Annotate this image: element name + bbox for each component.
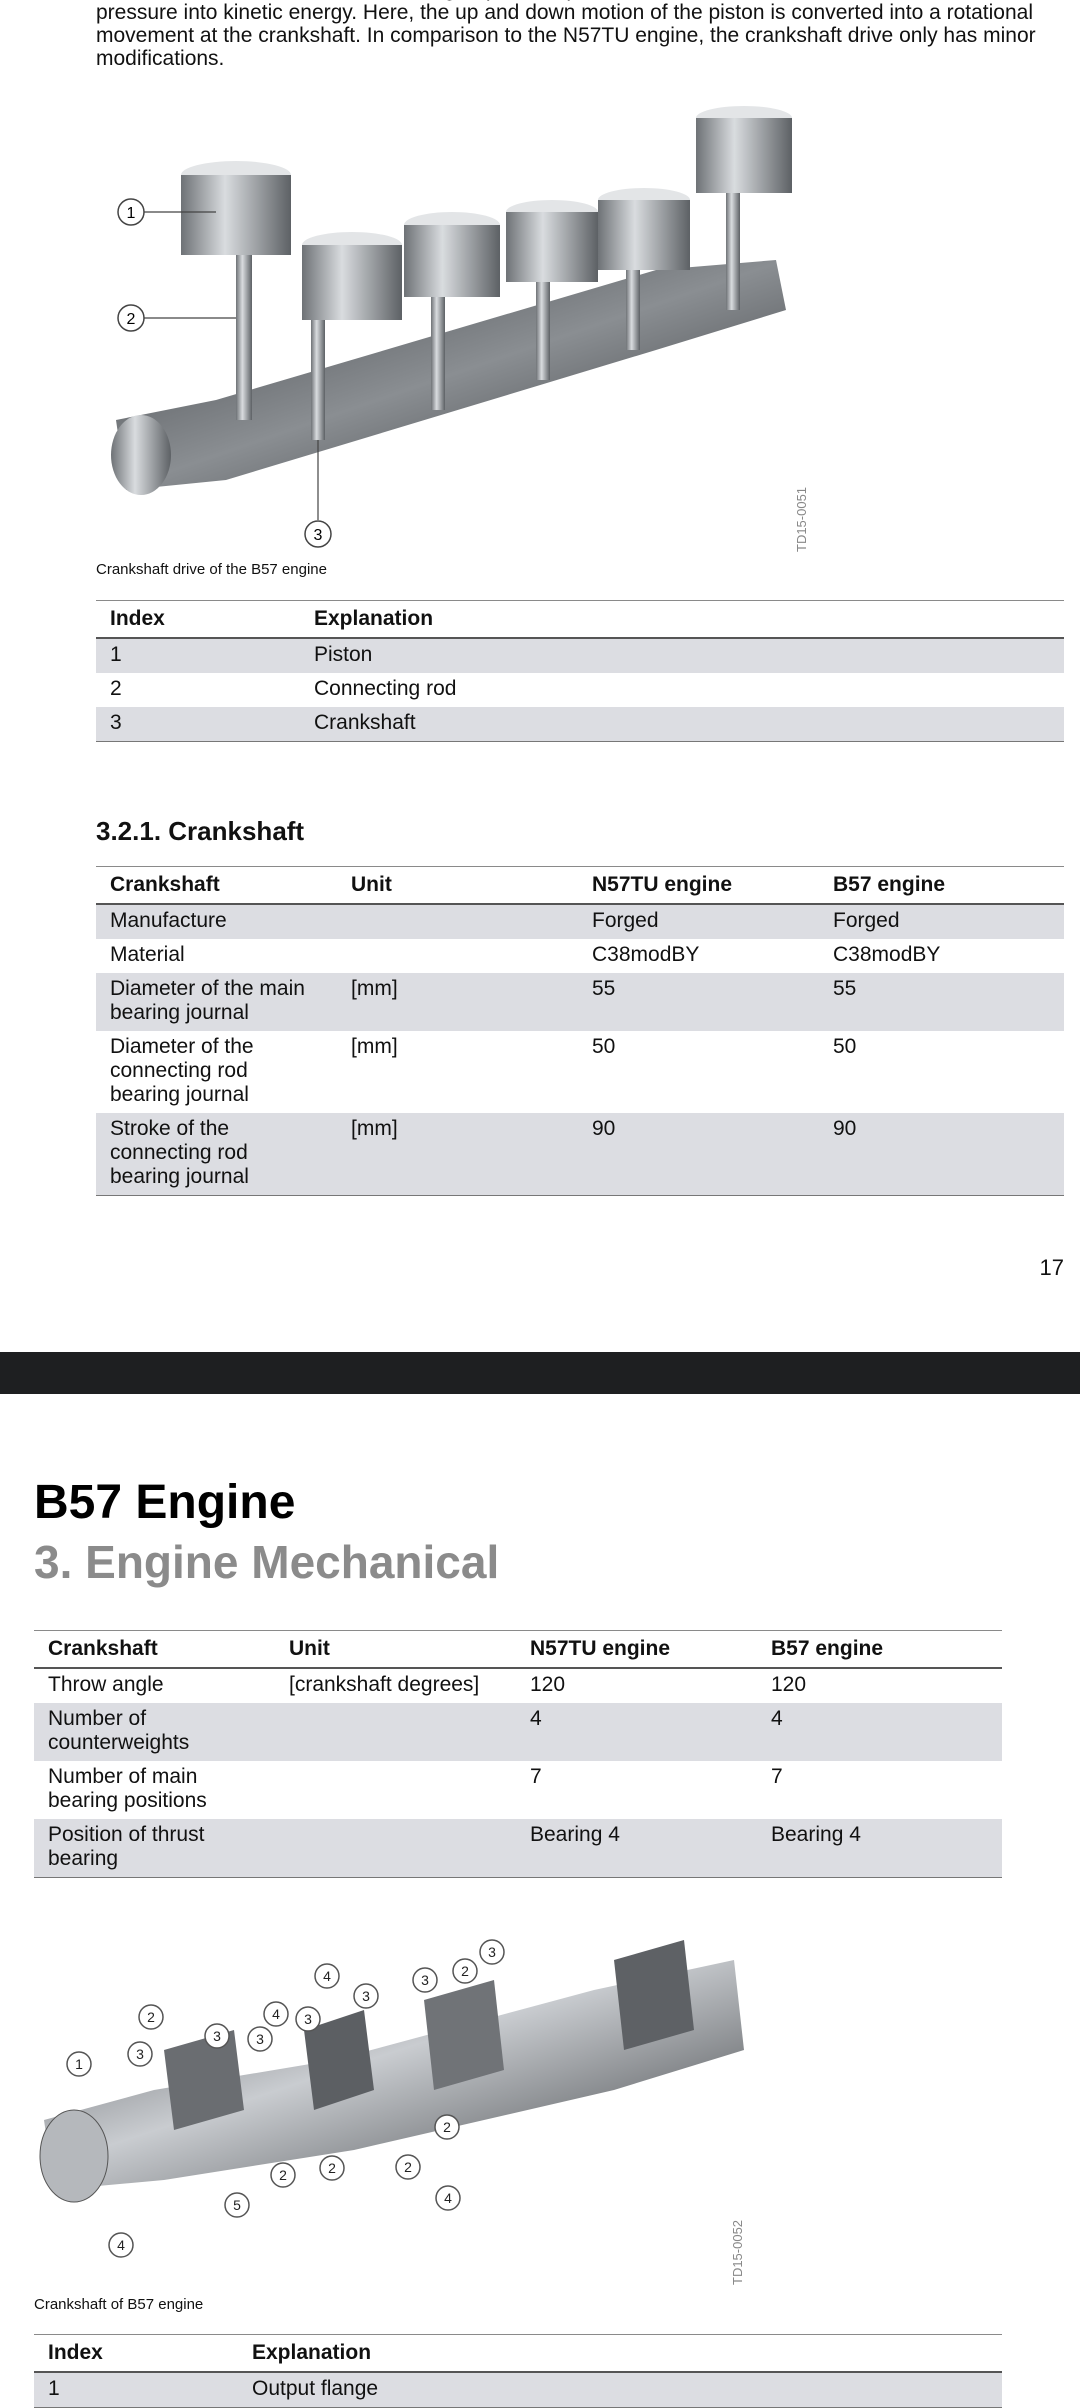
cell: 50 — [833, 1035, 857, 1058]
callout-3: 3 — [313, 527, 323, 544]
col-header: B57 engine — [819, 867, 1064, 905]
cell: 4 — [516, 1703, 757, 1761]
col-header: Index — [96, 601, 300, 639]
callout-label: 2 — [328, 2160, 336, 2176]
cell: 50 — [592, 1035, 616, 1058]
cell: 2 — [110, 677, 122, 700]
figure-caption: Crankshaft of B57 engine — [34, 2296, 204, 2313]
callout-label: 4 — [323, 1968, 331, 1984]
table-row — [34, 2372, 1002, 2408]
cell: Manufacture — [96, 904, 337, 939]
cell: [mm] — [351, 1035, 398, 1058]
crankshaft-figure — [34, 1920, 754, 2290]
cell — [275, 1761, 516, 1819]
cell: Position of thrust bearing — [34, 1819, 275, 1878]
cell: 90 — [819, 1113, 1064, 1196]
cell: 120 — [530, 1673, 566, 1696]
section-heading: 3.2.1. Crankshaft — [96, 816, 305, 846]
cell: Forged — [819, 904, 1064, 939]
callout-label: 2 — [404, 2159, 412, 2175]
crankshaft-spec-table — [96, 866, 1064, 1196]
cell: Diameter of the connecting rod bearing journal — [110, 1035, 254, 1106]
cell — [337, 939, 578, 973]
cell: Stroke of the connecting rod bearing journal — [96, 1113, 337, 1196]
page-divider-band — [0, 1352, 1080, 1394]
col-header: Unit — [337, 867, 578, 905]
table-row — [34, 1703, 1002, 1761]
page-subtitle: 3. Engine Mechanical — [34, 1536, 500, 1588]
table-row — [96, 707, 1064, 742]
crankshaft-drive-figure — [96, 100, 816, 560]
index-table-2 — [34, 2334, 1002, 2408]
cell: [crankshaft degrees] — [289, 1673, 480, 1696]
callout-label: 2 — [461, 1963, 469, 1979]
cell: Piston — [300, 638, 1064, 673]
table-row — [96, 973, 1064, 1031]
col-header: B57 engine — [757, 1631, 1002, 1669]
cell: [mm] — [337, 1113, 578, 1196]
cell: C38modBY — [833, 943, 941, 966]
cell: Number of main bearing positions — [48, 1765, 207, 1812]
callout-label: 3 — [136, 2046, 144, 2062]
callout-label: 2 — [279, 2167, 287, 2183]
figure-code: TD15-0052 — [730, 2219, 745, 2285]
callout-label: 5 — [233, 2197, 241, 2213]
callout-label: 4 — [272, 2006, 280, 2022]
table-row — [96, 904, 1064, 939]
cell: Output flange — [238, 2372, 1002, 2408]
intro-paragraph: pressure into kinetic energy. Here, the up and down motion of the piston is converted into a rotational movement at the crankshaft. In comparison to the N57TU engine, the crankshaft drive only has minor modifications. — [96, 1, 1036, 70]
cell: 120 — [771, 1673, 807, 1696]
callout-label: 3 — [421, 1972, 429, 1988]
callout-2: 2 — [126, 311, 136, 328]
col-header: Explanation — [300, 601, 1064, 639]
table-row — [34, 1668, 1002, 1703]
col-header: Index — [34, 2335, 238, 2373]
col-header: Explanation — [238, 2335, 1002, 2373]
callout-label: 2 — [147, 2009, 155, 2025]
cell: 4 — [757, 1703, 1002, 1761]
page-title: B57 Engine — [34, 1476, 296, 1529]
cell: C38modBY — [592, 943, 700, 966]
table-row — [96, 638, 1064, 673]
cell: 3 — [96, 707, 300, 742]
cell: 90 — [578, 1113, 819, 1196]
col-header: N57TU engine — [516, 1631, 757, 1669]
col-header: Crankshaft — [96, 867, 337, 905]
callout-1: 1 — [126, 205, 136, 222]
table-row — [96, 673, 1064, 707]
index-table-1 — [96, 600, 1064, 742]
cell: Forged — [578, 904, 819, 939]
table-row — [96, 1031, 1064, 1113]
cell: Bearing 4 — [757, 1819, 1002, 1878]
cell: 55 — [578, 973, 819, 1031]
figure-caption: Crankshaft drive of the B57 engine — [96, 561, 327, 578]
figure-code: TD15-0051 — [794, 486, 809, 552]
table-row — [96, 1113, 1064, 1196]
cell: Crankshaft — [300, 707, 1064, 742]
crankshaft-spec-table-continued — [34, 1630, 1002, 1878]
cell — [275, 1703, 516, 1761]
callout-label: 3 — [362, 1988, 370, 2004]
callout-label: 3 — [488, 1944, 496, 1960]
table-row — [96, 939, 1064, 973]
col-header: Unit — [275, 1631, 516, 1669]
cell: Throw angle — [48, 1673, 164, 1696]
callout-label: 1 — [75, 2056, 83, 2072]
table-row — [34, 1761, 1002, 1819]
cell: Diameter of the main bearing journal — [96, 973, 337, 1031]
cell — [275, 1819, 516, 1878]
callout-label: 4 — [117, 2237, 125, 2253]
callout-label: 3 — [213, 2028, 221, 2044]
table-row — [34, 1819, 1002, 1878]
cell: 55 — [819, 973, 1064, 1031]
callout-label: 3 — [256, 2031, 264, 2047]
cell: Material — [110, 943, 185, 966]
col-header: Crankshaft — [34, 1631, 275, 1669]
cell — [337, 904, 578, 939]
cell: 7 — [530, 1765, 542, 1788]
cell: Bearing 4 — [516, 1819, 757, 1878]
cell: 1 — [96, 638, 300, 673]
cell: 1 — [34, 2372, 238, 2408]
cell: Connecting rod — [314, 677, 457, 700]
cell: [mm] — [337, 973, 578, 1031]
callout-label: 3 — [304, 2011, 312, 2027]
callout-label: 2 — [443, 2119, 451, 2135]
col-header: N57TU engine — [578, 867, 819, 905]
cell: 7 — [771, 1765, 783, 1788]
page-number: 17 — [1039, 1255, 1064, 1280]
callout-label: 4 — [444, 2190, 452, 2206]
cell: Number of counterweights — [34, 1703, 275, 1761]
